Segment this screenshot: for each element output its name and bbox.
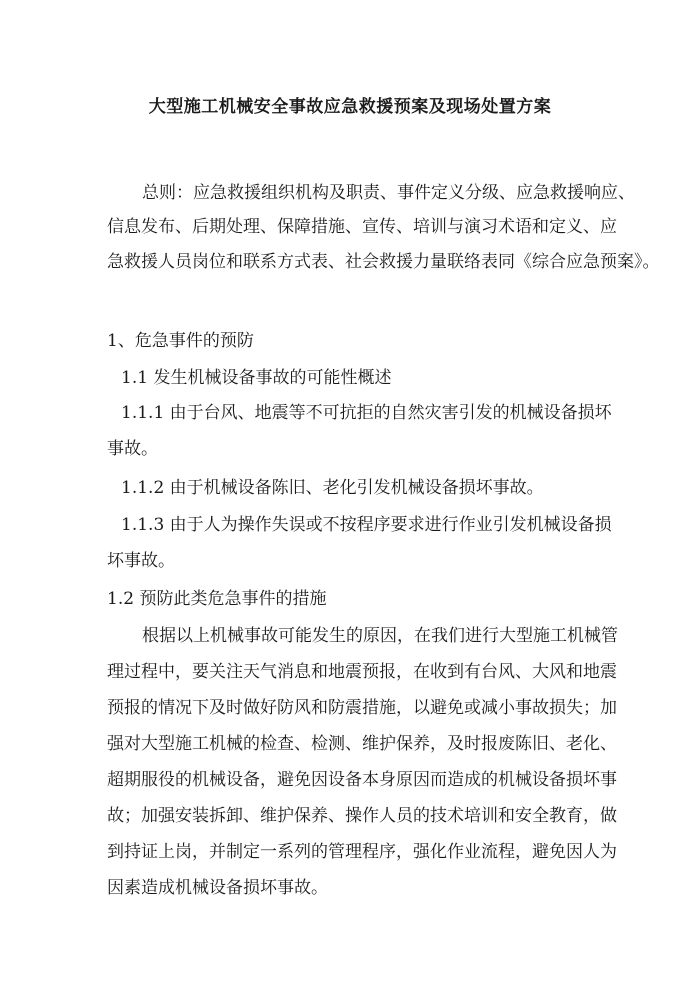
item-1-1-1-line-2: 事故。 [107, 439, 158, 459]
item-1-1-1-line-1: 1.1.1 由于台风、地震等不可抗拒的自然灾害引发的机械设备损坏 [121, 403, 612, 423]
item-1-1-3-line-2: 坏事故。 [107, 551, 175, 571]
item-1-1-3-line-1: 1.1.3 由于人为操作失误或不按程序要求进行作业引发机械设备损 [121, 515, 612, 535]
summary-line-3: 急救援人员岗位和联系方式表、社会救援力量联络表同《综合应急预案》。 [107, 252, 660, 272]
section-1-2-body-line-4: 强对大型施工机械的检查、检测、维护保养，及时报废陈旧、老化、 [107, 734, 617, 754]
section-1-2-body-line-6: 故；加强安装拆卸、维护保养、操作人员的技术培训和安全教育，做 [107, 806, 617, 826]
section-1-2-body-line-5: 超期服役的机械设备，避免因设备本身原因而造成的机械设备损坏事 [107, 770, 617, 790]
section-1-2-body-line-7: 到持证上岗，并制定一系列的管理程序，强化作业流程，避免因人为 [107, 842, 617, 862]
summary-line-2: 信息发布、后期处理、保障措施、宣传、培训与演习术语和定义、应 [107, 217, 617, 237]
section-1-2-body-line-8: 因素造成机械设备损坏事故。 [107, 878, 328, 898]
document-title: 大型施工机械安全事故应急救援预案及现场处置方案 [148, 97, 552, 117]
item-1-1-2-line-1: 1.1.2 由于机械设备陈旧、老化引发机械设备损坏事故。 [121, 478, 544, 498]
summary-line-1: 总则：应急救援组织机构及职责、事件定义分级、应急救援响应、 [142, 183, 635, 203]
section-1-2-body-line-3: 预报的情况下及时做好防风和防震措施，以避免或减小事故损失；加 [107, 698, 617, 718]
section-1-2-body-line-2: 理过程中，要关注天气消息和地震预报，在收到有台风、大风和地震 [107, 662, 617, 682]
section-1-2-heading: 1.2 预防此类危急事件的措施 [107, 589, 327, 609]
section-1-2-body-line-1: 根据以上机械事故可能发生的原因，在我们进行大型施工机械管 [142, 626, 618, 646]
section-1-1-heading: 1.1 发生机械设备事故的可能性概述 [121, 368, 392, 388]
section-1-heading: 1、危急事件的预防 [107, 331, 254, 351]
